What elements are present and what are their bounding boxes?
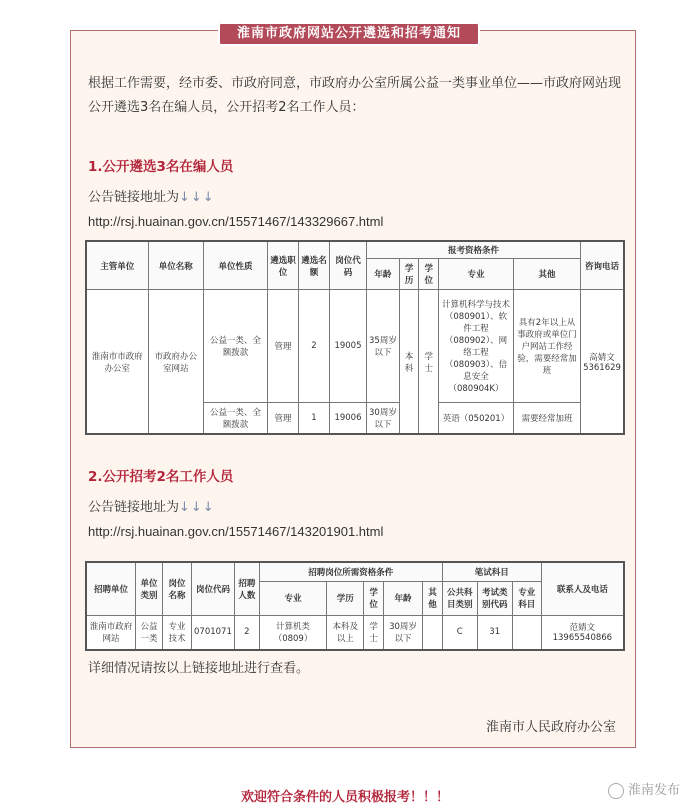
th-code: 岗位代码	[192, 562, 235, 615]
th-degree: 学位	[364, 581, 383, 615]
cell-major: 英语（050201）	[439, 403, 514, 434]
cell-type: 公益一类	[136, 615, 163, 650]
th-other: 其他	[514, 259, 581, 290]
cell-age: 35周岁以下	[366, 290, 399, 403]
selection-table	[85, 240, 625, 435]
section1-url[interactable]: http://rsj.huainan.gov.cn/15571467/143329667.html	[88, 214, 384, 229]
th-contact: 联系人及电话	[541, 562, 624, 615]
closing-text: 详细情况请按以上链接地址进行查看。	[88, 661, 310, 676]
cell-nature: 公益一类、全额拨款	[204, 403, 268, 434]
th-type: 单位类别	[136, 562, 163, 615]
th-exam: 笔试科目	[442, 562, 541, 581]
th-code: 岗位代码	[329, 241, 366, 290]
cell-exam1: C	[442, 615, 477, 650]
cell-degree: 学士	[364, 615, 383, 650]
th-count: 招聘人数	[234, 562, 259, 615]
th-other: 其他	[423, 581, 442, 615]
link-label-text: 公告链接地址为	[88, 500, 180, 515]
cell-unit: 淮南市政府网站	[86, 615, 136, 650]
cell-code: 0701071	[192, 615, 235, 650]
th-unit: 单位名称	[148, 241, 204, 290]
th-post: 岗位名称	[163, 562, 192, 615]
cell-dept: 淮南市市政府办公室	[86, 290, 148, 434]
th-exam3: 专业科目	[512, 581, 541, 615]
th-count: 遴选名额	[298, 241, 329, 290]
intro-paragraph: 根据工作需要，经市委、市政府同意，市政府办公室所属公益一类事业单位——市政府网站现公开遴选3名在编人员，公开招考2名工作人员：	[88, 76, 622, 115]
section1-heading: 1.公开遴选3名在编人员	[88, 159, 234, 175]
section2-link-label	[88, 496, 215, 515]
cell-edu: 本科	[399, 290, 419, 434]
th-age: 年龄	[383, 581, 423, 615]
watermark-text: 淮南发布	[627, 783, 680, 798]
cell-major: 计算机类（0809）	[259, 615, 326, 650]
cell-count: 1	[298, 403, 329, 434]
section2-heading: 2.公开招考2名工作人员	[88, 469, 234, 485]
section2-url[interactable]: http://rsj.huainan.gov.cn/15571467/143201901.html	[88, 524, 384, 539]
th-unit: 招聘单位	[86, 562, 136, 615]
down-arrows-icon: ↓↓↓	[179, 500, 215, 515]
signature: 淮南市人民政府办公室	[485, 720, 616, 735]
th-edu: 学历	[327, 581, 364, 615]
cell-age: 30周岁以下	[366, 403, 399, 434]
cell-other: 需要经常加班	[514, 403, 581, 434]
cell-unit: 市政府办公室网站	[148, 290, 204, 434]
cell-contact: 范婧文13965540866	[541, 615, 624, 650]
cell-edu: 本科及以上	[327, 615, 364, 650]
table-row	[86, 615, 624, 650]
table-row	[86, 290, 624, 403]
th-exam2: 考试类别代码	[477, 581, 512, 615]
th-major: 专业	[259, 581, 326, 615]
cell-count: 2	[234, 615, 259, 650]
cell-post: 专业技术	[163, 615, 192, 650]
cell-contact: 高婧文5361629	[581, 290, 625, 434]
cell-exam2: 31	[477, 615, 512, 650]
cell-major: 计算机科学与技术（080901）、软件工程（080902）、网络工程（080903）、信息安全（080904K）	[439, 290, 514, 403]
th-group: 招聘岗位所需资格条件	[259, 562, 442, 581]
th-dept: 主管单位	[86, 241, 148, 290]
cell-exam3	[512, 615, 541, 650]
th-contact: 咨询电话	[581, 241, 625, 290]
cell-count: 2	[298, 290, 329, 403]
th-group: 报考资格条件	[366, 241, 580, 259]
th-edu: 学历	[399, 259, 419, 290]
th-age: 年龄	[366, 259, 399, 290]
link-label-text: 公告链接地址为	[88, 190, 180, 205]
cell-other: 具有2年以上从事政府或单位门户网站工作经验，需要经常加班	[514, 290, 581, 403]
th-exam1: 公共科目类别	[442, 581, 477, 615]
page-title: 淮南市政府网站公开遴选和招考通知	[218, 22, 480, 46]
weibo-icon	[608, 783, 624, 799]
recruitment-table	[85, 561, 625, 651]
cell-post: 管理	[267, 290, 298, 403]
th-degree: 学位	[419, 259, 439, 290]
cell-degree: 学士	[419, 290, 439, 434]
down-arrows-icon: ↓↓↓	[179, 190, 215, 205]
cell-code: 19005	[329, 290, 366, 403]
th-post: 遴选职位	[267, 241, 298, 290]
watermark	[608, 779, 680, 799]
th-nature: 单位性质	[204, 241, 268, 290]
footer-slogan: 欢迎符合条件的人员积极报考！！！	[240, 790, 449, 805]
cell-nature: 公益一类、全额拨款	[204, 290, 268, 403]
section1-link-label	[88, 186, 215, 205]
cell-other	[423, 615, 442, 650]
cell-post: 管理	[267, 403, 298, 434]
cell-code: 19006	[329, 403, 366, 434]
th-major: 专业	[439, 259, 514, 290]
cell-age: 30周岁以下	[383, 615, 423, 650]
